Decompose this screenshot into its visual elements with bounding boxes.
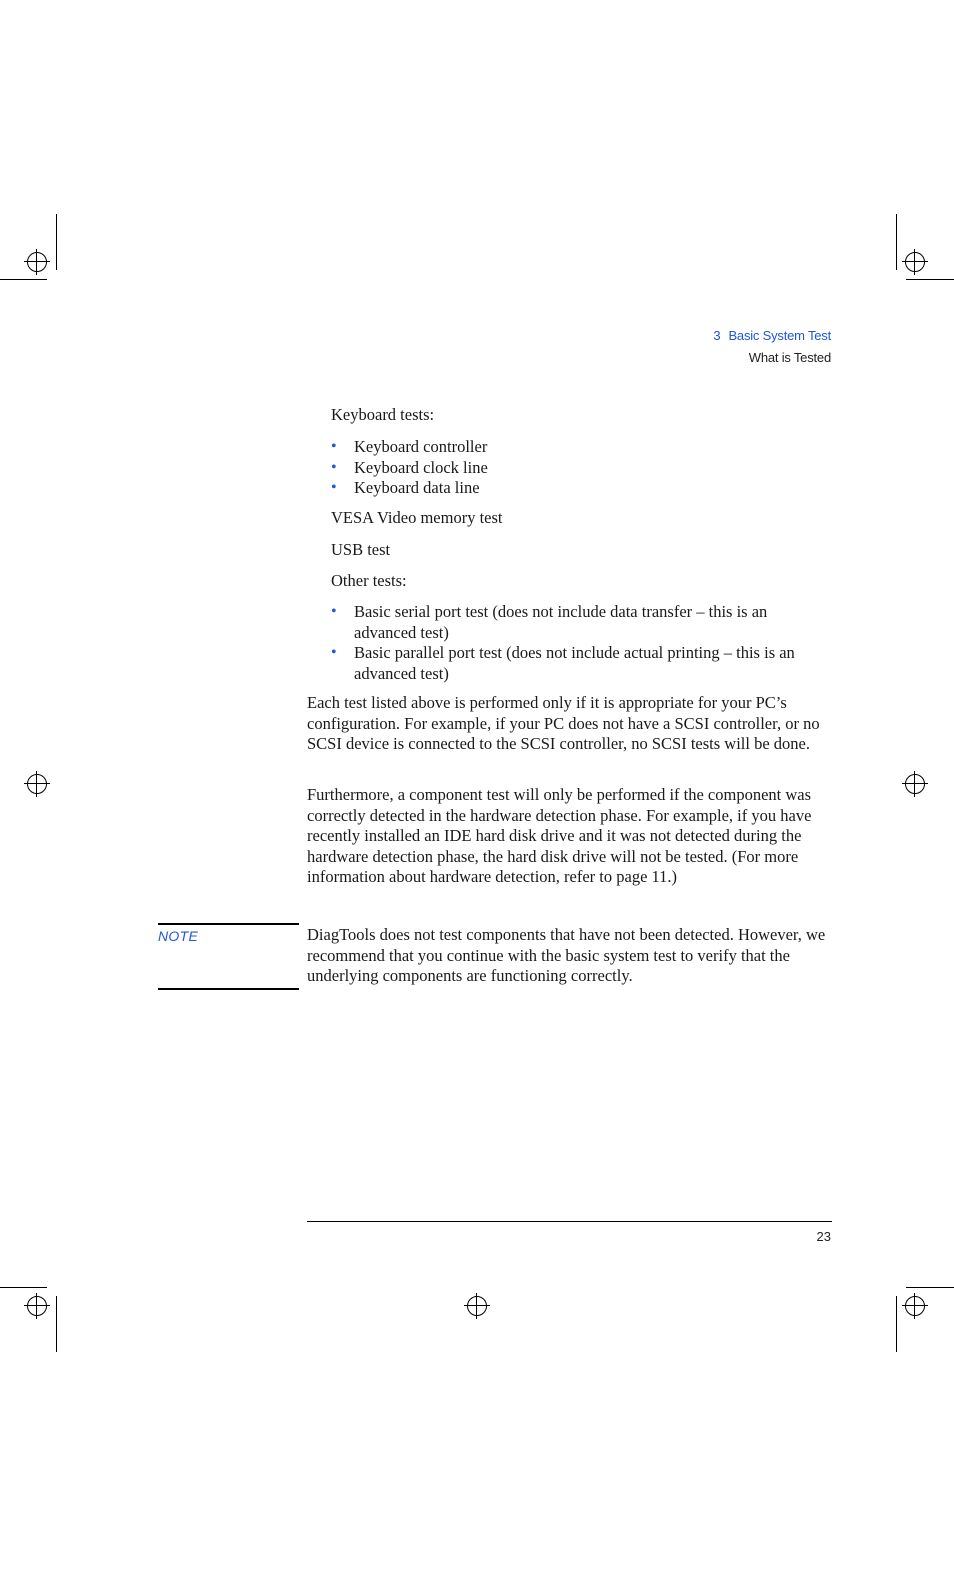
note-label: NOTE [158, 928, 199, 944]
list-item: • Keyboard controller [331, 437, 488, 456]
list-item: • Basic serial port test (does not include data transfer – this is an advanced test) [331, 602, 768, 642]
registration-mark-icon [902, 1293, 928, 1319]
crop-mark [906, 279, 954, 280]
keyboard-tests-intro: Keyboard tests: [331, 405, 435, 424]
other-tests-intro: Other tests: [331, 571, 407, 590]
paragraph-configuration: Each test listed above is performed only if it is appropriate for your PC’s configuration. For example, if your PC does not have a SCSI controller, or no SCSI device is connected to the SCSI controller, no SCSI tests will be done. [307, 693, 820, 753]
crop-mark [896, 1296, 897, 1352]
chapter-title: Basic System Test [728, 328, 831, 343]
note-top-rule [158, 923, 299, 925]
registration-mark-icon [902, 771, 928, 797]
vesa-test-text: VESA Video memory test [331, 508, 503, 527]
list-item: • Keyboard data line [331, 478, 480, 497]
bullet-icon: • [331, 479, 337, 496]
page-number: 23 [816, 1229, 831, 1244]
paragraph-detection: Furthermore, a component test will only be performed if the component was correctly detected in the hardware detection phase. For example, if you have recently installed an IDE hard disk drive and it was not detected during the hardware detection phase, the hard disk drive will not be tested. (For more information about hardware detection, refer to page 11.) [307, 785, 812, 886]
running-header-section: What is Tested [748, 350, 831, 365]
other-tests-list [331, 602, 831, 684]
note-text: DiagTools does not test components that have not been detected. However, we recommend that you continue with the basic system test to verify that the underlying components are functioning correctly. [307, 925, 826, 985]
registration-mark-icon [464, 1293, 490, 1319]
registration-mark-icon [902, 249, 928, 275]
usb-test-text: USB test [331, 540, 391, 559]
bullet-icon: • [331, 603, 337, 620]
crop-mark [0, 279, 47, 280]
bullet-icon: • [331, 644, 337, 661]
note-bottom-rule [158, 988, 299, 990]
crop-mark [896, 214, 897, 270]
registration-mark-icon [24, 771, 50, 797]
crop-mark [0, 1287, 47, 1288]
list-item: • Basic parallel port test (does not include actual printing – this is an advanced test) [331, 643, 795, 683]
list-item: • Keyboard clock line [331, 457, 488, 477]
registration-mark-icon [24, 249, 50, 275]
crop-mark [56, 214, 57, 270]
keyboard-tests-list [331, 437, 831, 499]
crop-mark [56, 1296, 57, 1352]
registration-mark-icon [24, 1293, 50, 1319]
chapter-number: 3 [713, 328, 721, 343]
bullet-icon: • [331, 458, 337, 476]
bullet-icon: • [331, 438, 337, 455]
running-header-chapter [713, 328, 831, 343]
crop-mark [906, 1287, 954, 1288]
footer-rule [307, 1221, 832, 1222]
